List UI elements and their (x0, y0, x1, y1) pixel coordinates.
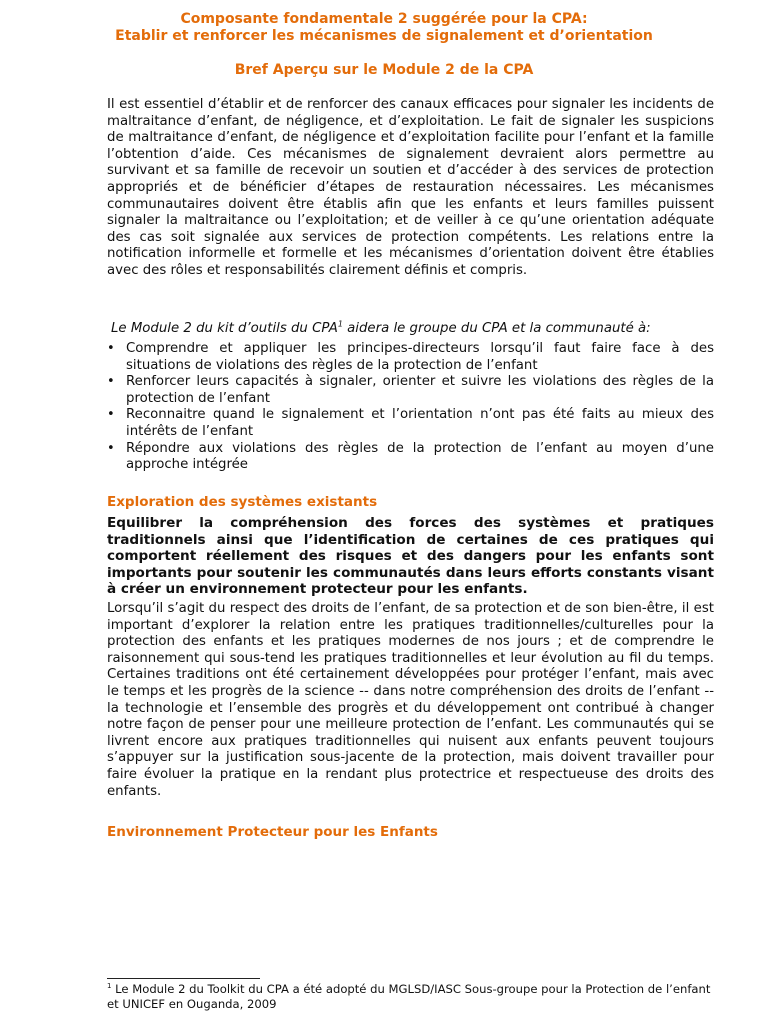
intro-paragraph: Il est essentiel d’établir et de renforcer des canaux efficaces pour signaler les incidents de maltraitance d’enfant, de négligence, et d’exploitation. Le fait de signaler les suspicions de maltraitance d’enfant, de négligence et d’exploitation facilite pour l’enfant et la famille l’obtention d’aide. Ces mécanismes de signalement devraient alors permettre au survivant et sa famille de recevoir un soutien et d’accéder à des services de protection appropriés et de bénéficier d’étapes de restauration nécessaires. Les mécanismes communautaires doivent être établis afin que les enfants et leurs familles puissent signaler la maltraitance ou l’exploitation; et de veiller à ce qu’une orientation adéquate des cas soit signalée aux services de protection compétents. Les relations entre la notification informelle et formelle et les mécanismes d’orientation doivent être établies avec des rôles et responsabilités clairement définis et compris. (107, 97, 714, 278)
module-intro-text-end: aidera le groupe du CPA et la communauté à: (342, 321, 651, 336)
list-item (107, 341, 714, 374)
footnote (107, 982, 714, 1012)
bullet-icon: • (107, 374, 115, 390)
footnote-text: Le Module 2 du Toolkit du CPA a été adopté du MGLSD/IASC Sous-groupe pour la Protection de l’enfant et UNICEF en Ouganda, 2009 (107, 982, 711, 1011)
module-intro-text: Le Module 2 du kit d’outils du CPA (111, 321, 338, 336)
bullet-icon: • (107, 407, 115, 423)
list-item-text: Comprendre et appliquer les principes-directeurs lorsqu’il faut faire face à des situations de violations des règles de la protection de l’enfant (126, 341, 714, 373)
section-heading-environment: Environnement Protecteur pour les Enfants (107, 824, 438, 840)
bullet-icon: • (107, 341, 115, 356)
footnote-marker: 1 (107, 982, 112, 991)
document-title-line2: Etablir et renforcer les mécanismes de signalement et d’orientation (115, 28, 653, 44)
footnote-reference: 1 (337, 319, 343, 329)
exploration-bold-paragraph: Equilibrer la compréhension des forces des systèmes et pratiques traditionnels ainsi que l’identification de certaines de ces pratiques qui comportent réellement des risques et des dangers pour les enfants sont importants pour soutenir les communautés dans leurs efforts constants visant à créer un environnement protecteur pour les enfants. (107, 515, 714, 598)
document-subtitle: Bref Aperçu sur le Module 2 de la CPA (234, 62, 534, 78)
exploration-paragraph: Lorsqu’il s’agit du respect des droits de l’enfant, de sa protection et de son bien-être, il est important d’explorer la relation entre les pratiques traditionnelles/culturelles pour la protection des enfants et les pratiques modernes de nos jours ; et de comprendre le raisonnement qui sous-tend les pratiques traditionnelles et leur évolution au fil du temps. Certaines traditions ont été certainement développées pour protéger l’enfant, mais avec le temps et les progrès de la science -- dans notre compréhension des droits de l’enfant -- la technologie et l’ensemble des progrès et du développement ont contribué à changer notre façon de penser pour une meilleure protection de l’enfant. Les communautés qui se livrent encore aux pratiques traditionnelles qui nuisent aux enfants peuvent toujours s’appuyer sur la justification sous-jacente de la protection, mais doivent travailler pour faire évoluer la pratique en la rendant plus protectrice et respectueuse des droits des enfants. (107, 601, 714, 799)
bullet-icon: • (107, 440, 115, 456)
list-item-text: Reconnaitre quand le signalement et l’orientation n’ont pas été faits au mieux des intérêts de l’enfant (126, 407, 714, 439)
objectives-list (107, 341, 714, 474)
list-item (107, 441, 714, 474)
module-intro (111, 321, 714, 338)
footnote-separator (107, 978, 260, 979)
document-title-line1: Composante fondamentale 2 suggérée pour la CPA: (180, 11, 588, 27)
list-item-text: Renforcer leurs capacités à signaler, orienter et suivre les violations des règles de la protection de l’enfant (126, 374, 714, 406)
section-heading-exploration: Exploration des systèmes existants (107, 494, 378, 510)
list-item (107, 374, 714, 407)
list-item (107, 407, 714, 440)
list-item-text: Répondre aux violations des règles de la protection de l’enfant au moyen d’une approche intégrée (126, 440, 714, 473)
